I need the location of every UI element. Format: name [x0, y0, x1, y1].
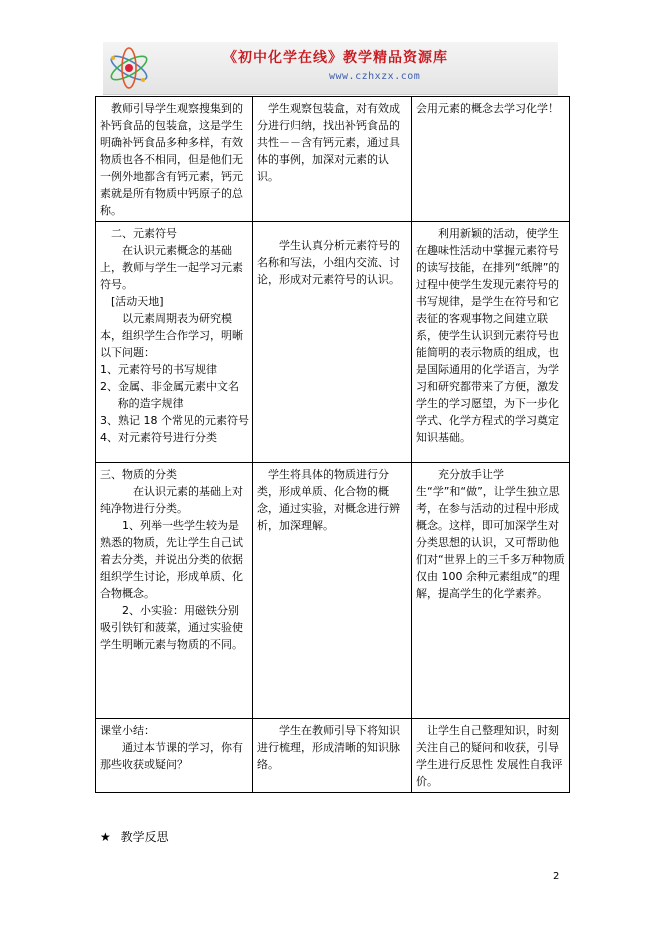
header-banner [103, 42, 558, 95]
cell-text: 在认识元素概念的基础上，教师与学生一起学习元素符号。 [100, 244, 243, 291]
cell-text: 学生认真分析元素符号的名称和写法，小组内交流、讨论，形成对元素符号的认识。 [257, 239, 400, 286]
cell-text: 会用元素的概念去学习化学！ [416, 102, 559, 115]
teaching-reflection-heading [100, 828, 169, 845]
cell-text: 通过本节课的学习，你有那些收获或疑问？ [100, 741, 243, 771]
section-heading: 二、元素符号 [111, 227, 177, 240]
section-heading: 课堂小结： [100, 724, 155, 737]
list-item: 2、金属、非金属元素中文名称的造字规律 [100, 380, 239, 410]
activity-label: [活动天地] [111, 295, 164, 308]
cell-text: 在认识元素的基础上对纯净物进行分类。 [100, 485, 243, 515]
table-row [96, 222, 570, 463]
cell-text: 利用新颖的活动，使学生在趣味性活动中掌握元素符号的读写技能，在排列“纸牌”的过程中使学生发现元素符号的书写规律，是学生在符号和它表征的客观事物之间建立联系，使学生认识到元素符号也能简明的表示物质的组成，也是国际通用的化学语言，为学习和研究都带来了方便，激发学生的学习愿望，为下一步化学式、化学方程式的学习奠定知识基础。 [416, 227, 560, 444]
cell-text: 教师引导学生观察搜集到的补钙食品的包装盒，这是学生明确补钙食品多种多样，有效物质也各不相同，但是他们无一例外地都含有钙元素，钙元素就是所有物质中钙原子的总称。 [100, 102, 243, 217]
student-activity-cell [253, 719, 412, 793]
teacher-activity-cell [96, 463, 253, 719]
design-intent-cell [412, 97, 570, 222]
design-intent-cell [412, 222, 570, 463]
table-row [96, 463, 570, 719]
site-title: 《初中化学在线》教学精品资源库 [223, 50, 448, 66]
cell-text: 学生在教师引导下将知识进行梳理，形成清晰的知识脉络。 [257, 724, 400, 771]
reflection-label: 教学反思 [120, 830, 169, 844]
teacher-activity-cell [96, 97, 253, 222]
teacher-activity-cell [96, 719, 253, 793]
cell-text: 学生观察包装盒，对有效成分进行归纳，找出补钙食品的共性－－含有钙元素，通过具体的事例，加深对元素的认识。 [257, 102, 400, 183]
list-item: 1、元素符号的书写规律 [100, 363, 217, 376]
design-intent-cell [412, 719, 570, 793]
student-activity-cell [253, 97, 412, 222]
page-number: 2 [553, 871, 560, 882]
table-row [96, 719, 570, 793]
teacher-activity-cell [96, 222, 253, 463]
cell-text: 以元素周期表为研究模本，组织学生合作学习，明晰以下问题： [100, 312, 243, 359]
cell-text: 学生将具体的物质进行分类，形成单质、化合物的概念，通过实验，对概念进行辨析，加深理解。 [257, 468, 400, 532]
section-heading: 三、物质的分类 [100, 468, 177, 481]
atom-logo-icon [105, 44, 153, 92]
site-url: www.czhxzx.com [329, 71, 421, 82]
table-row [96, 97, 570, 222]
list-item: 4、对元素符号进行分类 [100, 431, 217, 444]
design-intent-cell [412, 463, 570, 719]
cell-text: 2、小实验：用磁铁分别吸引铁钉和菠菜，通过实验使学生明晰元素与物质的不同。 [100, 604, 243, 651]
student-activity-cell [253, 222, 412, 463]
list-item: 3、熟记 18 个常见的元素符号 [100, 414, 249, 427]
cell-text: 充分放手让学生“学”和“做”，让学生独立思考，在参与活动的过程中形成概念。这样，即可加深学生对分类思想的认识，又可帮助他们对“世界上的三千多万种物质仅由 100 余种元素组成”的理解，提高学生的化学素养。 [416, 468, 565, 600]
cell-text: 让学生自己整理知识，时刻关注自己的疑问和收获，引导学生进行反思性 发展性自我评价。 [416, 724, 563, 788]
student-activity-cell [253, 463, 412, 719]
lesson-plan-table [95, 96, 570, 793]
star-icon: ★ [100, 830, 111, 844]
cell-text: 1、列举一些学生较为是熟悉的物质，先让学生自己试着去分类，并说出分类的依据组织学生讨论，形成单质、化合物概念。 [100, 519, 243, 600]
